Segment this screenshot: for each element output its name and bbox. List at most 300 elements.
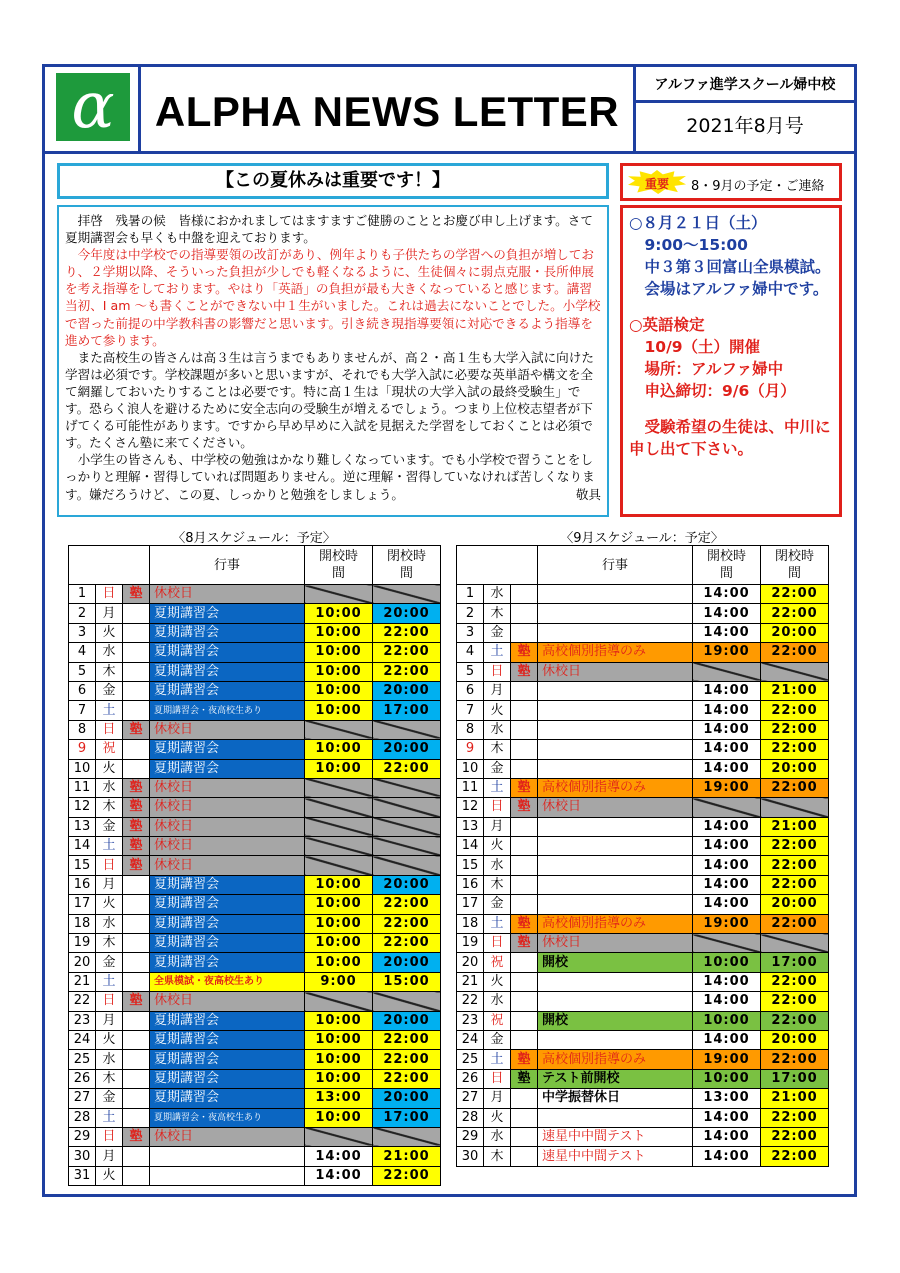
sep-row bbox=[457, 817, 829, 836]
aug-row bbox=[69, 953, 441, 972]
weekday-cell: 水 bbox=[484, 992, 511, 1011]
close-time-cell: 22:00 bbox=[761, 1147, 829, 1166]
day-cell: 4 bbox=[69, 643, 96, 662]
day-cell: 30 bbox=[69, 1147, 96, 1166]
weekday-cell: 日 bbox=[96, 1127, 123, 1146]
open-time-cell: 14:00 bbox=[693, 740, 761, 759]
close-time-cell: 20:00 bbox=[373, 1011, 441, 1030]
sep-row bbox=[457, 856, 829, 875]
day-cell: 17 bbox=[457, 895, 484, 914]
weekday-cell: 日 bbox=[484, 1069, 511, 1088]
open-time-cell: 14:00 bbox=[305, 1147, 373, 1166]
juku-cell bbox=[511, 875, 538, 894]
weekday-cell: 火 bbox=[96, 623, 123, 642]
juku-cell: 塾 bbox=[511, 1050, 538, 1069]
day-cell: 9 bbox=[69, 740, 96, 759]
aug-row bbox=[69, 701, 441, 720]
event-cell: 休校日 bbox=[150, 837, 305, 856]
weekday-cell: 火 bbox=[96, 1166, 123, 1185]
open-time-cell: 14:00 bbox=[693, 895, 761, 914]
open-time-cell: 10:00 bbox=[305, 895, 373, 914]
aug-row bbox=[69, 798, 441, 817]
close-time-cell bbox=[373, 585, 441, 604]
aug-row bbox=[69, 856, 441, 875]
aug-schedule-table bbox=[68, 545, 441, 1186]
juku-cell bbox=[123, 914, 150, 933]
close-time-cell: 22:00 bbox=[373, 1050, 441, 1069]
juku-cell bbox=[123, 1166, 150, 1185]
event-cell: 夏期講習会 bbox=[150, 1069, 305, 1088]
day-cell: 9 bbox=[457, 740, 484, 759]
sep-row bbox=[457, 895, 829, 914]
juku-cell bbox=[511, 856, 538, 875]
event-cell: 中学振替休日 bbox=[538, 1089, 693, 1108]
event-cell: 夏期講習会 bbox=[150, 895, 305, 914]
juku-cell: 塾 bbox=[123, 778, 150, 797]
open-time-cell: 14:00 bbox=[693, 701, 761, 720]
weekday-cell: 月 bbox=[96, 1147, 123, 1166]
aug-header-row bbox=[69, 546, 441, 585]
sep-row bbox=[457, 992, 829, 1011]
sep-row bbox=[457, 875, 829, 894]
school-name: アルファ進学スクール婦中校 bbox=[633, 67, 854, 103]
weekday-cell: 土 bbox=[484, 1050, 511, 1069]
event-cell: 夏期講習会 bbox=[150, 740, 305, 759]
close-time-cell bbox=[373, 778, 441, 797]
day-cell: 4 bbox=[457, 643, 484, 662]
close-time-cell: 22:00 bbox=[761, 1127, 829, 1146]
open-time-cell: 10:00 bbox=[305, 1050, 373, 1069]
event-cell: テスト前開校 bbox=[538, 1069, 693, 1088]
open-time-cell: 13:00 bbox=[305, 1089, 373, 1108]
open-time-cell: 14:00 bbox=[693, 604, 761, 623]
weekday-cell: 祝 bbox=[484, 1011, 511, 1030]
day-cell: 31 bbox=[69, 1166, 96, 1185]
event-cell: 開校 bbox=[538, 953, 693, 972]
day-cell: 15 bbox=[457, 856, 484, 875]
close-time-cell: 22:00 bbox=[373, 934, 441, 953]
notice-line-8: 申込締切：9/6（月） bbox=[629, 382, 796, 400]
event-cell: 夏期講習会・夜高校生あり bbox=[150, 1108, 305, 1127]
juku-cell bbox=[511, 1147, 538, 1166]
open-time-cell: 14:00 bbox=[693, 1147, 761, 1166]
intro-paragraph-4 bbox=[65, 451, 601, 502]
juku-cell: 塾 bbox=[511, 914, 538, 933]
event-cell: 夏期講習会 bbox=[150, 604, 305, 623]
open-time-cell: 14:00 bbox=[693, 1127, 761, 1146]
juku-cell bbox=[511, 895, 538, 914]
sep-row bbox=[457, 1147, 829, 1166]
close-time-cell: 22:00 bbox=[761, 720, 829, 739]
weekday-cell: 木 bbox=[484, 875, 511, 894]
event-cell: 夏期講習会 bbox=[150, 875, 305, 894]
open-time-cell: 10:00 bbox=[305, 875, 373, 894]
sep-header-open: 開校時間 bbox=[693, 546, 761, 585]
day-cell: 24 bbox=[69, 1030, 96, 1049]
day-cell: 11 bbox=[69, 778, 96, 797]
event-cell: 速星中中間テスト bbox=[538, 1147, 693, 1166]
event-cell: 休校日 bbox=[150, 856, 305, 875]
weekday-cell: 土 bbox=[96, 701, 123, 720]
event-cell: 夏期講習会 bbox=[150, 643, 305, 662]
event-cell bbox=[538, 585, 693, 604]
juku-cell bbox=[511, 701, 538, 720]
weekday-cell: 火 bbox=[96, 1030, 123, 1049]
open-time-cell: 14:00 bbox=[693, 681, 761, 700]
juku-cell bbox=[123, 643, 150, 662]
juku-cell bbox=[123, 934, 150, 953]
day-cell: 26 bbox=[69, 1069, 96, 1088]
open-time-cell: 14:00 bbox=[693, 759, 761, 778]
aug-row bbox=[69, 720, 441, 739]
day-cell: 11 bbox=[457, 778, 484, 797]
event-cell: 開校 bbox=[538, 1011, 693, 1030]
close-time-cell: 17:00 bbox=[761, 953, 829, 972]
weekday-cell: 水 bbox=[96, 778, 123, 797]
aug-row bbox=[69, 1011, 441, 1030]
weekday-cell: 水 bbox=[96, 914, 123, 933]
close-time-cell: 17:00 bbox=[373, 701, 441, 720]
open-time-cell bbox=[693, 798, 761, 817]
event-cell bbox=[538, 837, 693, 856]
juku-cell bbox=[511, 972, 538, 991]
close-time-cell: 22:00 bbox=[761, 875, 829, 894]
close-time-cell: 22:00 bbox=[761, 837, 829, 856]
open-time-cell: 10:00 bbox=[305, 1108, 373, 1127]
day-cell: 6 bbox=[457, 681, 484, 700]
close-time-cell bbox=[373, 1127, 441, 1146]
notice-line-5: ○英語検定 bbox=[629, 316, 705, 334]
header-divider bbox=[42, 151, 857, 154]
juku-cell bbox=[123, 1089, 150, 1108]
weekday-cell: 土 bbox=[484, 643, 511, 662]
close-time-cell: 21:00 bbox=[761, 1089, 829, 1108]
event-cell bbox=[538, 604, 693, 623]
sep-header-event: 行事 bbox=[538, 546, 693, 585]
open-time-cell bbox=[693, 662, 761, 681]
sep-row bbox=[457, 1011, 829, 1030]
day-cell: 19 bbox=[69, 934, 96, 953]
day-cell: 29 bbox=[457, 1127, 484, 1146]
sep-row bbox=[457, 720, 829, 739]
open-time-cell bbox=[305, 856, 373, 875]
event-cell bbox=[150, 1147, 305, 1166]
weekday-cell: 金 bbox=[484, 895, 511, 914]
aug-header-event: 行事 bbox=[150, 546, 305, 585]
juku-cell: 塾 bbox=[123, 837, 150, 856]
day-cell: 7 bbox=[457, 701, 484, 720]
sep-schedule-table bbox=[456, 545, 829, 1167]
event-cell: 全県模試・夜高校生あり bbox=[150, 972, 305, 991]
open-time-cell: 19:00 bbox=[693, 778, 761, 797]
aug-row bbox=[69, 604, 441, 623]
open-time-cell bbox=[305, 585, 373, 604]
close-time-cell bbox=[373, 720, 441, 739]
aug-row bbox=[69, 1089, 441, 1108]
open-time-cell: 10:00 bbox=[305, 759, 373, 778]
open-time-cell: 10:00 bbox=[305, 740, 373, 759]
weekday-cell: 金 bbox=[96, 1089, 123, 1108]
sep-row bbox=[457, 681, 829, 700]
day-cell: 22 bbox=[457, 992, 484, 1011]
open-time-cell bbox=[305, 798, 373, 817]
day-cell: 28 bbox=[457, 1108, 484, 1127]
day-cell: 13 bbox=[69, 817, 96, 836]
open-time-cell: 10:00 bbox=[305, 914, 373, 933]
close-time-cell: 22:00 bbox=[761, 585, 829, 604]
close-time-cell: 17:00 bbox=[761, 1069, 829, 1088]
open-time-cell: 14:00 bbox=[693, 837, 761, 856]
day-cell: 23 bbox=[457, 1011, 484, 1030]
sep-row bbox=[457, 701, 829, 720]
event-cell: 休校日 bbox=[150, 778, 305, 797]
event-cell bbox=[538, 720, 693, 739]
aug-row bbox=[69, 895, 441, 914]
event-cell: 休校日 bbox=[150, 585, 305, 604]
juku-cell bbox=[511, 992, 538, 1011]
open-time-cell: 14:00 bbox=[305, 1166, 373, 1185]
day-cell: 25 bbox=[457, 1050, 484, 1069]
weekday-cell: 木 bbox=[96, 934, 123, 953]
juku-cell: 塾 bbox=[511, 643, 538, 662]
juku-cell bbox=[123, 875, 150, 894]
event-cell: 高校個別指導のみ bbox=[538, 1050, 693, 1069]
weekday-cell: 金 bbox=[484, 759, 511, 778]
aug-row bbox=[69, 837, 441, 856]
event-cell: 休校日 bbox=[150, 992, 305, 1011]
open-time-cell: 10:00 bbox=[305, 604, 373, 623]
weekday-cell: 土 bbox=[96, 837, 123, 856]
close-time-cell: 21:00 bbox=[761, 681, 829, 700]
juku-cell bbox=[511, 1011, 538, 1030]
open-time-cell: 14:00 bbox=[693, 1030, 761, 1049]
event-cell bbox=[538, 623, 693, 642]
sep-row bbox=[457, 604, 829, 623]
close-time-cell bbox=[761, 798, 829, 817]
notice-line-7: 場所：アルファ婦中 bbox=[629, 360, 784, 378]
close-time-cell: 20:00 bbox=[373, 1089, 441, 1108]
juku-cell bbox=[123, 1011, 150, 1030]
aug-row bbox=[69, 759, 441, 778]
event-cell bbox=[538, 740, 693, 759]
open-time-cell: 14:00 bbox=[693, 1108, 761, 1127]
close-time-cell: 17:00 bbox=[373, 1108, 441, 1127]
close-time-cell: 20:00 bbox=[761, 759, 829, 778]
open-time-cell: 10:00 bbox=[693, 1011, 761, 1030]
event-cell: 休校日 bbox=[150, 798, 305, 817]
close-time-cell: 22:00 bbox=[373, 759, 441, 778]
sep-row bbox=[457, 953, 829, 972]
sep-row bbox=[457, 1050, 829, 1069]
sep-row bbox=[457, 798, 829, 817]
event-cell bbox=[538, 875, 693, 894]
close-time-cell bbox=[373, 798, 441, 817]
weekday-cell: 火 bbox=[96, 895, 123, 914]
open-time-cell: 19:00 bbox=[693, 914, 761, 933]
day-cell: 1 bbox=[69, 585, 96, 604]
weekday-cell: 月 bbox=[484, 1089, 511, 1108]
aug-row bbox=[69, 623, 441, 642]
event-cell bbox=[538, 1030, 693, 1049]
sep-header-close: 閉校時間 bbox=[761, 546, 829, 585]
day-cell: 21 bbox=[69, 972, 96, 991]
aug-row bbox=[69, 1050, 441, 1069]
sep-row bbox=[457, 934, 829, 953]
juku-cell bbox=[511, 623, 538, 642]
close-time-cell: 22:00 bbox=[373, 1030, 441, 1049]
day-cell: 14 bbox=[457, 837, 484, 856]
juku-cell: 塾 bbox=[123, 856, 150, 875]
intro-paragraph-1: 拝啓 残暑の候 皆様におかれましてはますますご健勝のこととお慶び申し上げます。さて夏期講習会も早くも中盤を迎えております。 bbox=[65, 213, 593, 246]
juku-cell: 塾 bbox=[123, 585, 150, 604]
close-time-cell: 21:00 bbox=[761, 817, 829, 836]
notice-line-9: 受験希望の生徒は、中川に申し出て下さい。 bbox=[629, 418, 831, 458]
day-cell: 12 bbox=[457, 798, 484, 817]
open-time-cell: 10:00 bbox=[305, 623, 373, 642]
juku-cell bbox=[511, 604, 538, 623]
day-cell: 29 bbox=[69, 1127, 96, 1146]
close-time-cell: 22:00 bbox=[373, 1166, 441, 1185]
open-time-cell: 14:00 bbox=[693, 875, 761, 894]
close-time-cell: 21:00 bbox=[373, 1147, 441, 1166]
close-time-cell: 22:00 bbox=[761, 1050, 829, 1069]
event-cell: 休校日 bbox=[538, 798, 693, 817]
weekday-cell: 水 bbox=[96, 1050, 123, 1069]
event-cell: 夏期講習会 bbox=[150, 934, 305, 953]
juku-cell bbox=[511, 1127, 538, 1146]
event-cell bbox=[538, 972, 693, 991]
sep-row bbox=[457, 1030, 829, 1049]
open-time-cell: 14:00 bbox=[693, 992, 761, 1011]
close-time-cell: 20:00 bbox=[761, 895, 829, 914]
juku-cell: 塾 bbox=[511, 1069, 538, 1088]
closing: 敬具 bbox=[575, 486, 601, 502]
aug-row bbox=[69, 1147, 441, 1166]
day-cell: 26 bbox=[457, 1069, 484, 1088]
event-cell: 高校個別指導のみ bbox=[538, 643, 693, 662]
event-cell: 夏期講習会 bbox=[150, 681, 305, 700]
juku-cell bbox=[123, 1069, 150, 1088]
sep-schedule-title: 〈9月スケジュール：予定〉 bbox=[560, 531, 724, 546]
open-time-cell bbox=[305, 817, 373, 836]
day-cell: 2 bbox=[457, 604, 484, 623]
sep-rows bbox=[457, 585, 829, 1167]
juku-cell bbox=[123, 662, 150, 681]
juku-cell bbox=[123, 701, 150, 720]
day-cell: 5 bbox=[69, 662, 96, 681]
juku-cell bbox=[511, 681, 538, 700]
open-time-cell bbox=[305, 778, 373, 797]
weekday-cell: 日 bbox=[484, 934, 511, 953]
close-time-cell: 22:00 bbox=[761, 914, 829, 933]
day-cell: 7 bbox=[69, 701, 96, 720]
day-cell: 3 bbox=[457, 623, 484, 642]
event-cell: 高校個別指導のみ bbox=[538, 914, 693, 933]
juku-cell bbox=[511, 953, 538, 972]
open-time-cell: 10:00 bbox=[305, 701, 373, 720]
open-time-cell: 10:00 bbox=[305, 1030, 373, 1049]
weekday-cell: 月 bbox=[484, 817, 511, 836]
juku-cell: 塾 bbox=[123, 992, 150, 1011]
juku-cell bbox=[123, 1030, 150, 1049]
event-cell: 休校日 bbox=[538, 662, 693, 681]
day-cell: 6 bbox=[69, 681, 96, 700]
event-cell: 夏期講習会 bbox=[150, 662, 305, 681]
notice-box bbox=[620, 205, 842, 517]
close-time-cell: 22:00 bbox=[761, 972, 829, 991]
open-time-cell: 14:00 bbox=[693, 585, 761, 604]
open-time-cell: 14:00 bbox=[693, 972, 761, 991]
aug-row bbox=[69, 1108, 441, 1127]
weekday-cell: 月 bbox=[484, 681, 511, 700]
notice-line-2: 9:00～15:00 bbox=[629, 236, 748, 254]
day-cell: 10 bbox=[69, 759, 96, 778]
aug-header-blank bbox=[69, 546, 150, 585]
weekday-cell: 木 bbox=[96, 1069, 123, 1088]
event-cell bbox=[538, 759, 693, 778]
notice-header bbox=[620, 163, 842, 201]
sep-row bbox=[457, 914, 829, 933]
day-cell: 27 bbox=[457, 1089, 484, 1108]
close-time-cell bbox=[761, 662, 829, 681]
event-cell bbox=[538, 895, 693, 914]
sep-row bbox=[457, 585, 829, 604]
close-time-cell: 22:00 bbox=[761, 604, 829, 623]
juku-cell bbox=[511, 837, 538, 856]
notice-title: 8・9月の予定・ご連絡 bbox=[691, 179, 825, 194]
event-cell: 速星中中間テスト bbox=[538, 1127, 693, 1146]
juku-cell bbox=[511, 720, 538, 739]
juku-cell bbox=[123, 1050, 150, 1069]
sep-row bbox=[457, 759, 829, 778]
juku-cell bbox=[511, 585, 538, 604]
weekday-cell: 火 bbox=[484, 837, 511, 856]
weekday-cell: 日 bbox=[96, 856, 123, 875]
event-cell bbox=[538, 856, 693, 875]
open-time-cell: 10:00 bbox=[305, 1069, 373, 1088]
weekday-cell: 火 bbox=[484, 701, 511, 720]
weekday-cell: 木 bbox=[96, 798, 123, 817]
open-time-cell: 19:00 bbox=[693, 1050, 761, 1069]
weekday-cell: 土 bbox=[484, 778, 511, 797]
open-time-cell: 10:00 bbox=[305, 643, 373, 662]
open-time-cell: 10:00 bbox=[305, 662, 373, 681]
day-cell: 2 bbox=[69, 604, 96, 623]
aug-row bbox=[69, 992, 441, 1011]
notice-line-3: 中３第３回富山全県模試。 bbox=[629, 258, 831, 276]
open-time-cell bbox=[305, 1127, 373, 1146]
day-cell: 19 bbox=[457, 934, 484, 953]
day-cell: 1 bbox=[457, 585, 484, 604]
event-cell: 休校日 bbox=[150, 720, 305, 739]
close-time-cell: 22:00 bbox=[761, 992, 829, 1011]
close-time-cell: 22:00 bbox=[373, 895, 441, 914]
close-time-cell: 22:00 bbox=[761, 740, 829, 759]
open-time-cell: 10:00 bbox=[305, 934, 373, 953]
aug-row bbox=[69, 1069, 441, 1088]
event-cell: 夏期講習会 bbox=[150, 953, 305, 972]
aug-row bbox=[69, 585, 441, 604]
close-time-cell: 20:00 bbox=[373, 681, 441, 700]
weekday-cell: 水 bbox=[484, 720, 511, 739]
important-badge: 重要 bbox=[644, 177, 669, 191]
sep-row bbox=[457, 643, 829, 662]
sep-row bbox=[457, 1069, 829, 1088]
juku-cell bbox=[123, 1147, 150, 1166]
day-cell: 16 bbox=[69, 875, 96, 894]
weekday-cell: 火 bbox=[484, 972, 511, 991]
close-time-cell: 22:00 bbox=[373, 1069, 441, 1088]
